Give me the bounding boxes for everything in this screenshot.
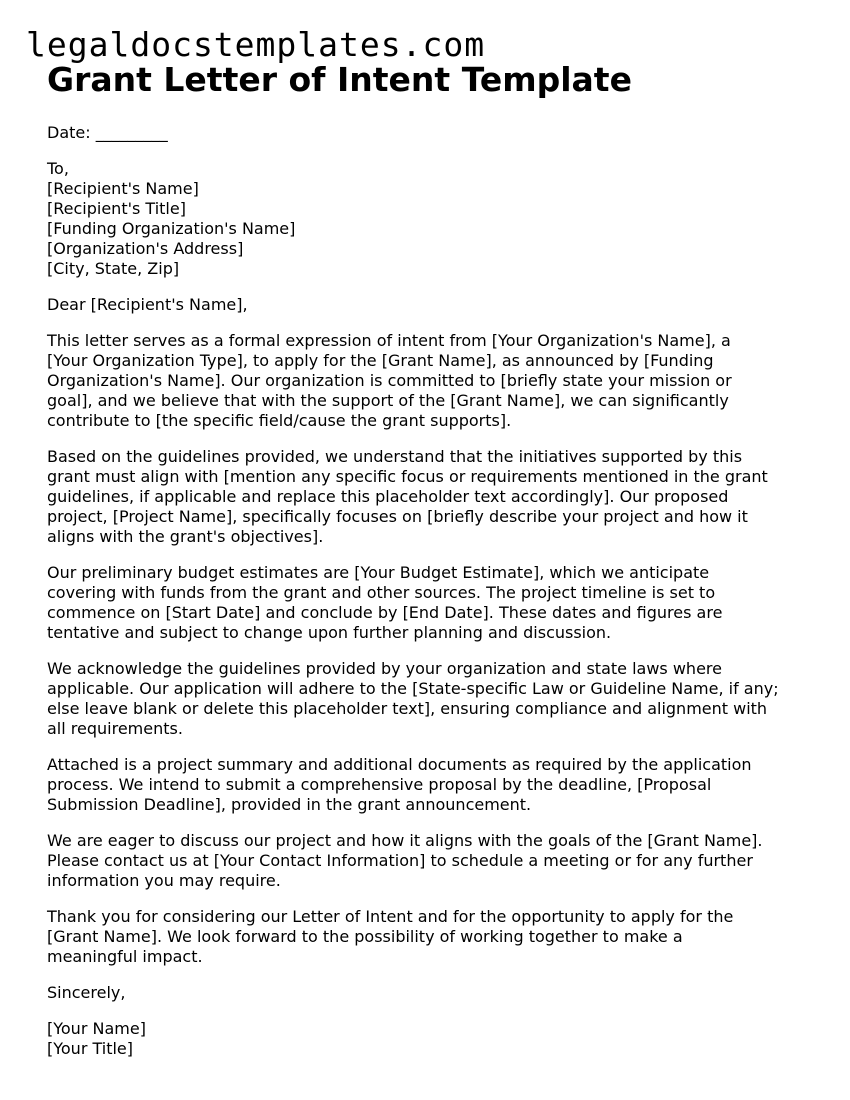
body-paragraph-compliance: [47, 659, 807, 739]
recipient-line: [Recipient's Name]: [47, 179, 199, 198]
paragraph-line: Thank you for considering our Letter of Intent and for the opportunity to apply for the: [47, 907, 734, 926]
closing-text: Sincerely,: [47, 983, 126, 1002]
salutation: [47, 295, 807, 315]
date-line: [47, 123, 807, 143]
recipient-line: [Organization's Address]: [47, 239, 244, 258]
paragraph-line: contribute to [the specific field/cause the grant supports].: [47, 411, 512, 430]
page-title: Grant Letter of Intent Template: [47, 60, 632, 99]
paragraph-line: [Your Organization Type], to apply for the [Grant Name], as announced by [Funding: [47, 351, 714, 370]
recipient-line: [Funding Organization's Name]: [47, 219, 296, 238]
paragraph-line: commence on [Start Date] and conclude by [End Date]. These dates and figures are: [47, 603, 723, 622]
paragraph-line: covering with funds from the grant and other sources. The project timeline is set to: [47, 583, 716, 602]
paragraph-line: Based on the guidelines provided, we understand that the initiatives supported by this: [47, 447, 743, 466]
signature-title: [Your Title]: [47, 1039, 134, 1058]
paragraph-line: process. We intend to submit a comprehensive proposal by the deadline, [Proposal: [47, 775, 712, 794]
body-paragraph-thanks: [47, 907, 807, 967]
paragraph-line: Our preliminary budget estimates are [Your Budget Estimate], which we anticipate: [47, 563, 710, 582]
paragraph-line: We acknowledge the guidelines provided by your organization and state laws where: [47, 659, 722, 678]
paragraph-line: else leave blank or delete this placeholder text], ensuring compliance and alignment with: [47, 699, 768, 718]
paragraph-line: information you may require.: [47, 871, 281, 890]
body-paragraph-intent: [47, 331, 807, 431]
paragraph-line: goal], and we believe that with the support of the [Grant Name], we can significantly: [47, 391, 729, 410]
salutation-text: Dear [Recipient's Name],: [47, 295, 248, 314]
body-paragraph-budget: [47, 563, 807, 643]
date-field: Date: _________: [47, 123, 168, 142]
paragraph-line: This letter serves as a formal expression of intent from [Your Organization's Name], a: [47, 331, 731, 350]
site-watermark: legaldocstemplates.com: [26, 25, 486, 64]
recipient-line: [City, State, Zip]: [47, 259, 180, 278]
paragraph-line: aligns with the grant's objectives].: [47, 527, 324, 546]
letter-body: [47, 123, 807, 1075]
body-paragraph-attachments: [47, 755, 807, 815]
paragraph-line: tentative and subject to change upon further planning and discussion.: [47, 623, 612, 642]
paragraph-line: Organization's Name]. Our organization is committed to [briefly state your mission or: [47, 371, 732, 390]
paragraph-line: applicable. Our application will adhere to the [State-specific Law or Guideline Name, if any;: [47, 679, 779, 698]
paragraph-line: project, [Project Name], specifically focuses on [briefly describe your project and how it: [47, 507, 748, 526]
paragraph-line: meaningful impact.: [47, 947, 203, 966]
paragraph-line: Please contact us at [Your Contact Information] to schedule a meeting or for any further: [47, 851, 753, 870]
body-paragraph-contact: [47, 831, 807, 891]
recipient-line: To,: [47, 159, 69, 178]
paragraph-line: Submission Deadline], provided in the grant announcement.: [47, 795, 532, 814]
signature-block: [47, 1019, 807, 1059]
closing: [47, 983, 807, 1003]
paragraph-line: We are eager to discuss our project and how it aligns with the goals of the [Grant Name].: [47, 831, 763, 850]
paragraph-line: guidelines, if applicable and replace this placeholder text accordingly]. Our proposed: [47, 487, 729, 506]
recipient-block: [47, 159, 807, 279]
signature-name: [Your Name]: [47, 1019, 146, 1038]
paragraph-line: Attached is a project summary and additional documents as required by the application: [47, 755, 752, 774]
paragraph-line: all requirements.: [47, 719, 183, 738]
body-paragraph-guidelines: [47, 447, 807, 547]
paragraph-line: grant must align with [mention any specific focus or requirements mentioned in the grant: [47, 467, 768, 486]
recipient-line: [Recipient's Title]: [47, 199, 186, 218]
paragraph-line: [Grant Name]. We look forward to the possibility of working together to make a: [47, 927, 683, 946]
